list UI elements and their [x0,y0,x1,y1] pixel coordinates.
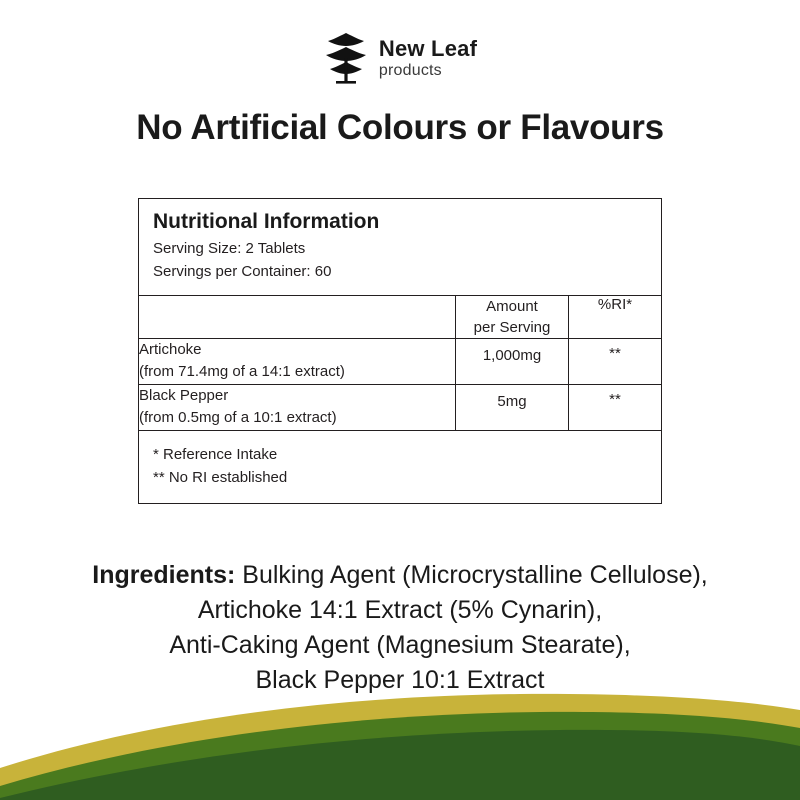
brand-wordmark [378,35,478,79]
nutrition-heading-cell [139,199,661,295]
nutrition-title: Nutritional Information [153,210,380,233]
table-row-footnotes [139,430,661,503]
ingredients-line-1 [0,558,800,593]
serving-size: Serving Size: 2 Tablets [153,240,306,257]
ingredient-name: Artichoke [139,340,202,358]
ingredient-detail: (from 71.4mg of a 14:1 extract) [139,363,345,380]
ingredient-detail: (from 0.5mg of a 10:1 extract) [139,409,337,426]
footnote-no-ri: ** No RI established [153,468,288,486]
ingredient-amount-cell [456,338,569,384]
page-title: No Artificial Colours or Flavours [136,108,664,147]
table-row [139,384,661,430]
brand-logo [0,32,800,84]
ingredient-amount: 1,000mg [482,346,542,364]
header-ri-cell: %RI* [569,295,662,338]
footnotes-cell [139,430,661,503]
table-row [139,338,661,384]
header-blank-cell [139,295,456,338]
header-amount-line2: per Serving [473,318,551,336]
ingredients-line-4: Black Pepper 10:1 Extract [255,666,545,694]
bottom-wave-decoration-icon [0,690,800,800]
new-leaf-tree-logo-icon [323,32,369,84]
ingredients-label: Ingredients: [92,561,236,589]
ingredient-ri-cell [569,338,662,384]
ingredient-ri: ** [609,390,621,408]
ingredient-amount-cell [456,384,569,430]
ingredients-line-1-rest: Bulking Agent (Microcrystalline Cellulose), [235,561,708,589]
ingredient-ri-cell [569,384,662,430]
header-amount-line1: Amount [486,297,538,315]
brand-subtitle: products [378,61,442,79]
servings-per-container: Servings per Container: 60 [153,262,332,280]
ingredient-ri: ** [609,344,621,362]
ingredient-cell [139,384,456,430]
header-amount-cell [456,295,569,338]
ingredients-line-3: Anti-Caking Agent (Magnesium Stearate), [169,631,631,659]
ingredient-cell [139,338,456,384]
ingredient-name: Black Pepper [139,386,229,404]
table-row-column-headers [139,295,661,338]
ingredient-amount: 5mg [497,392,527,410]
nutritional-information-panel [138,198,662,504]
footnote-reference-intake: * Reference Intake [153,445,278,463]
brand-name: New Leaf [378,35,478,61]
ingredients-block [0,558,800,698]
nutrition-table [139,199,661,503]
table-row-heading [139,199,661,295]
ingredients-line-2: Artichoke 14:1 Extract (5% Cynarin), [197,596,603,624]
